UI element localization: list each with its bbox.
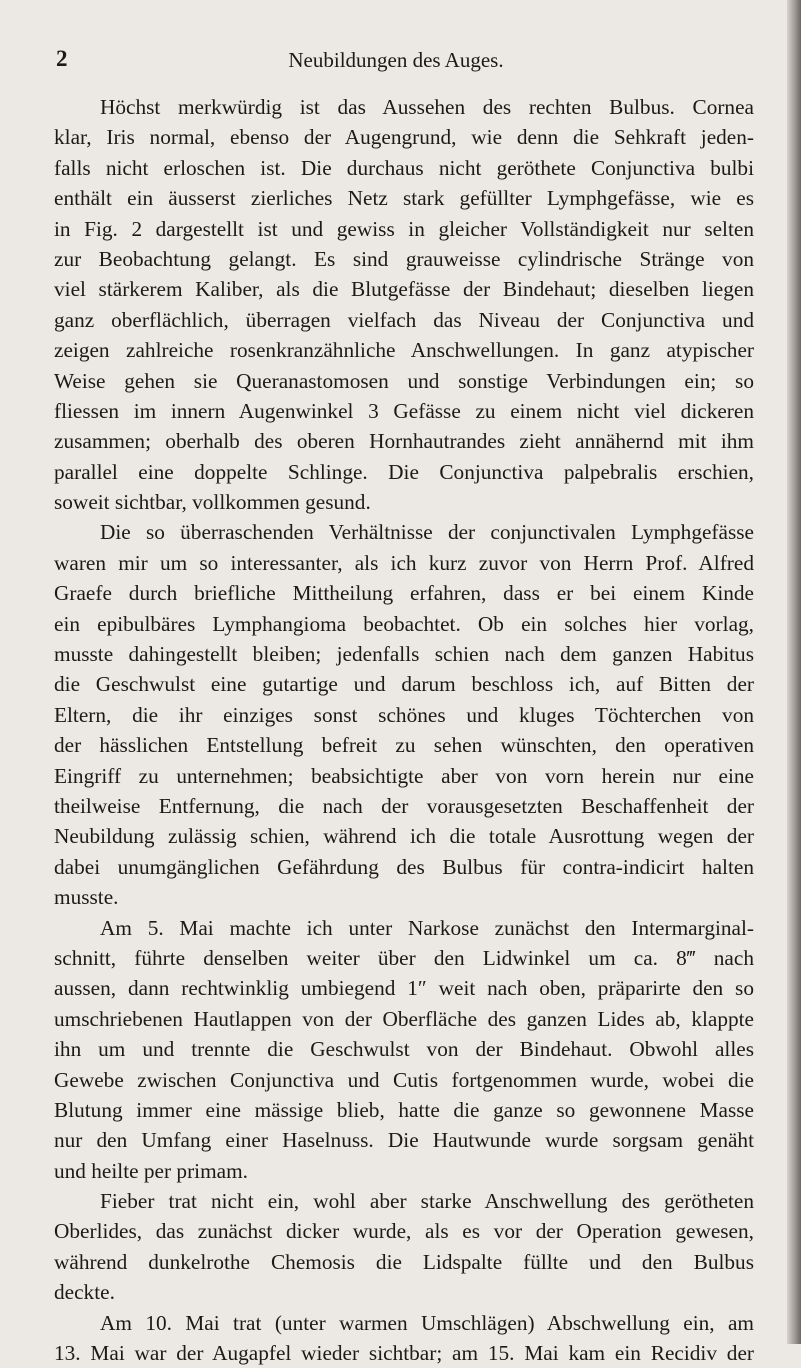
text-line: Am 10. Mai trat (unter warmen Umschlägen) Abschwellung ein, am xyxy=(100,1310,754,1335)
text-line: ein epibulbäres Lymphangioma beobachtet. Ob ein solches hier vorlag, xyxy=(54,611,754,636)
text-line: zeigen zahlreiche rosenkranzähnliche Anschwellungen. In ganz atypischer xyxy=(54,338,754,363)
text-line: musste dahingestellt bleiben; jedenfalls schien nach dem ganzen Habitus xyxy=(54,642,754,667)
text-line: klar, Iris normal, ebenso der Augengrund, wie denn die Sehkraft jeden- xyxy=(54,125,754,150)
text-line: enthält ein äusserst zierliches Netz stark gefüllter Lymphgefässe, wie es xyxy=(54,186,754,211)
text-line: dabei unumgänglichen Gefährdung des Bulbus für contra-indicirt halten xyxy=(54,854,754,879)
text-line: Graefe durch briefliche Mittheilung erfahren, dass er bei einem Kinde xyxy=(54,581,754,606)
text-line: Höchst merkwürdig ist das Aussehen des rechten Bulbus. Cornea xyxy=(100,95,754,119)
text-line: während dunkelrothe Chemosis die Lidspalte füllte und den Bulbus xyxy=(54,1249,754,1274)
text-line: Oberlides, das zunächst dicker wurde, als es vor der Operation gewesen, xyxy=(54,1219,754,1244)
text-line: Fieber trat nicht ein, wohl aber starke Anschwellung des gerötheten xyxy=(100,1189,754,1214)
text-line: Die so überraschenden Verhältnisse der conjunctivalen Lymphgefässe xyxy=(100,520,754,545)
text-line: deckte. xyxy=(54,1280,115,1305)
text-line: in Fig. 2 dargestellt ist und gewiss in gleicher Vollständigkeit nur selten xyxy=(54,216,754,241)
page-number: 2 xyxy=(56,46,68,71)
text-line: musste. xyxy=(54,885,119,910)
text-line: und heilte per primam. xyxy=(54,1158,248,1183)
text-line: Gewebe zwischen Conjunctiva und Cutis fortgenommen wurde, wobei die xyxy=(54,1067,754,1092)
text-line: ganz oberflächlich, überragen vielfach das Niveau der Conjunctiva und xyxy=(54,307,754,332)
text-line: viel stärkerem Kaliber, als die Blutgefässe der Bindehaut; dieselben liegen xyxy=(54,277,754,302)
text-line: parallel eine doppelte Schlinge. Die Conjunctiva palpebralis erschien, xyxy=(54,459,754,484)
body-text xyxy=(54,92,754,1368)
page-header xyxy=(46,46,746,74)
text-line: zur Beobachtung gelangt. Es sind grauweisse cylindrische Stränge von xyxy=(54,246,754,271)
text-line: umschriebenen Hautlappen von der Oberfläche des ganzen Lides ab, klappte xyxy=(54,1006,754,1031)
text-line: falls nicht erloschen ist. Die durchaus nicht geröthete Conjunctiva bulbi xyxy=(54,155,754,180)
text-line: theilweise Entfernung, die nach der vorausgesetzten Beschaffenheit der xyxy=(54,793,754,818)
text-line: die Geschwulst eine gutartige und darum beschloss ich, auf Bitten der xyxy=(54,672,754,697)
text-line: Eltern, die ihr einziges sonst schönes und kluges Töchterchen von xyxy=(54,702,754,727)
text-line: Neubildung zulässig schien, während ich die totale Ausrottung wegen der xyxy=(54,824,754,849)
text-line: 13. Mai war der Augapfel wieder sichtbar; am 15. Mai kam ein Recidiv der xyxy=(54,1341,754,1366)
text-line: waren mir um so interessanter, als ich kurz zuvor von Herrn Prof. Alfred xyxy=(54,550,754,575)
text-line: ihn um und trennte die Geschwulst von der Bindehaut. Obwohl alles xyxy=(54,1037,754,1062)
text-line: aussen, dann rechtwinklig umbiegend 1″ weit nach oben, präparirte den so xyxy=(54,976,754,1001)
text-line: fliessen im innern Augenwinkel 3 Gefässe zu einem nicht viel dickeren xyxy=(54,398,754,423)
text-line: nur den Umfang einer Haselnuss. Die Hautwunde wurde sorgsam genäht xyxy=(54,1128,754,1153)
text-line: soweit sichtbar, vollkommen gesund. xyxy=(54,490,371,515)
text-line: Blutung immer eine mässige blieb, hatte die ganze so gewonnene Masse xyxy=(54,1097,754,1122)
text-line: Weise gehen sie Queranastomosen und sonstige Verbindungen ein; so xyxy=(54,368,754,393)
text-line: Eingriff zu unternehmen; beabsichtigte aber von vorn herein nur eine xyxy=(54,763,754,788)
running-title: Neubildungen des Auges. xyxy=(288,48,504,72)
text-line: zusammen; oberhalb des oberen Hornhautrandes zieht annähernd mit ihm xyxy=(54,429,754,454)
page-edge-shadow xyxy=(787,0,801,1344)
text-line: der hässlichen Entstellung befreit zu sehen wünschten, den operativen xyxy=(54,733,754,758)
text-line: Am 5. Mai machte ich unter Narkose zunächst den Intermarginal- xyxy=(100,915,754,940)
text-line: schnitt, führte denselben weiter über den Lidwinkel um ca. 8‴ nach xyxy=(54,945,754,970)
